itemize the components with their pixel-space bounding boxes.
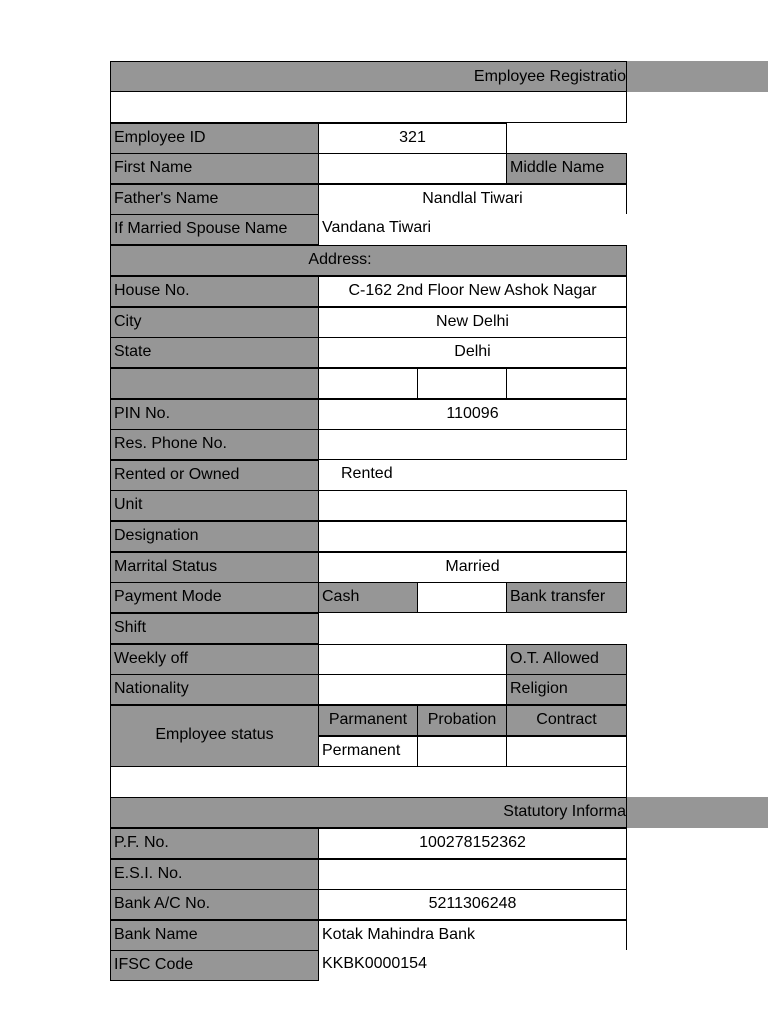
status-option-permanent[interactable]: Parmanent xyxy=(318,705,418,736)
nationality-value[interactable] xyxy=(318,674,507,705)
esi-no-label: E.S.I. No. xyxy=(110,859,319,890)
state-label: State xyxy=(110,337,319,368)
title-bar-overflow xyxy=(627,61,768,92)
pf-no-label: P.F. No. xyxy=(110,828,319,859)
blank-row xyxy=(110,92,627,123)
state-value[interactable]: Delhi xyxy=(318,337,627,368)
weekly-off-label: Weekly off xyxy=(110,644,319,675)
blank-row-2 xyxy=(110,767,627,798)
city-value[interactable]: New Delhi xyxy=(318,307,627,338)
ifsc-label: IFSC Code xyxy=(110,950,319,981)
nationality-label: Nationality xyxy=(110,674,319,705)
blank-cell-1[interactable] xyxy=(318,368,418,399)
status-option-contract[interactable]: Contract xyxy=(506,705,627,736)
blank-label xyxy=(110,368,319,399)
fathers-name-label: Father's Name xyxy=(110,184,319,215)
bank-ac-value[interactable]: 5211306248 xyxy=(318,889,627,920)
pin-no-label: PIN No. xyxy=(110,399,319,430)
blank-cell-2[interactable] xyxy=(417,368,507,399)
unit-value[interactable] xyxy=(318,490,627,521)
res-phone-label: Res. Phone No. xyxy=(110,429,319,460)
bank-ac-label: Bank A/C No. xyxy=(110,889,319,920)
employee-id-label: Employee ID xyxy=(110,123,319,154)
shift-label: Shift xyxy=(110,613,319,644)
spouse-name-value[interactable]: Vandana Tiwari xyxy=(318,214,627,245)
employee-status-value[interactable]: Permanent xyxy=(318,736,418,767)
middle-name-label: Middle Name xyxy=(506,153,627,184)
first-name-value[interactable] xyxy=(318,153,507,184)
payment-cash-option[interactable]: Cash xyxy=(318,582,418,613)
bank-name-label: Bank Name xyxy=(110,920,319,951)
esi-no-value[interactable] xyxy=(318,859,627,890)
marital-status-label: Marrital Status xyxy=(110,552,319,583)
house-no-label: House No. xyxy=(110,276,319,307)
status-blank-2[interactable] xyxy=(506,736,627,767)
city-label: City xyxy=(110,307,319,338)
payment-mode-label: Payment Mode xyxy=(110,582,319,613)
title-text: Employee Registratio xyxy=(473,68,626,85)
title-bar xyxy=(110,61,627,92)
blank-cell-3[interactable] xyxy=(506,368,627,399)
spouse-name-label: If Married Spouse Name xyxy=(110,214,319,245)
statutory-title: Statutory Informa xyxy=(503,803,626,820)
shift-value[interactable] xyxy=(318,613,627,644)
first-name-label: First Name xyxy=(110,153,319,184)
status-option-probation[interactable]: Probation xyxy=(417,705,507,736)
house-no-value[interactable]: C-162 2nd Floor New Ashok Nagar xyxy=(318,276,627,307)
employee-id-value[interactable]: 321 xyxy=(318,123,507,154)
statutory-bar-overflow xyxy=(627,797,768,828)
rented-owned-label: Rented or Owned xyxy=(110,460,319,491)
designation-label: Designation xyxy=(110,521,319,552)
statutory-bar xyxy=(110,797,627,828)
payment-bank-transfer-option[interactable]: Bank transfer xyxy=(506,582,627,613)
status-blank-1[interactable] xyxy=(417,736,507,767)
ot-allowed-label: O.T. Allowed xyxy=(506,644,627,675)
pin-no-value[interactable]: 110096 xyxy=(318,399,627,430)
religion-label: Religion xyxy=(506,674,627,705)
payment-blank-cell[interactable] xyxy=(417,582,507,613)
designation-value[interactable] xyxy=(318,521,627,552)
bank-name-value[interactable]: Kotak Mahindra Bank xyxy=(318,920,627,951)
weekly-off-value[interactable] xyxy=(318,644,507,675)
fathers-name-value[interactable]: Nandlal Tiwari xyxy=(318,184,627,215)
employee-status-label: Employee status xyxy=(110,705,319,767)
ifsc-value[interactable]: KKBK0000154 xyxy=(318,950,627,981)
pf-no-value[interactable]: 100278152362 xyxy=(318,828,627,859)
marital-status-value[interactable]: Married xyxy=(318,552,627,583)
res-phone-value[interactable] xyxy=(318,429,627,460)
rented-owned-value[interactable]: Rented xyxy=(318,460,627,491)
address-header: Address: xyxy=(110,245,627,276)
unit-label: Unit xyxy=(110,490,319,521)
